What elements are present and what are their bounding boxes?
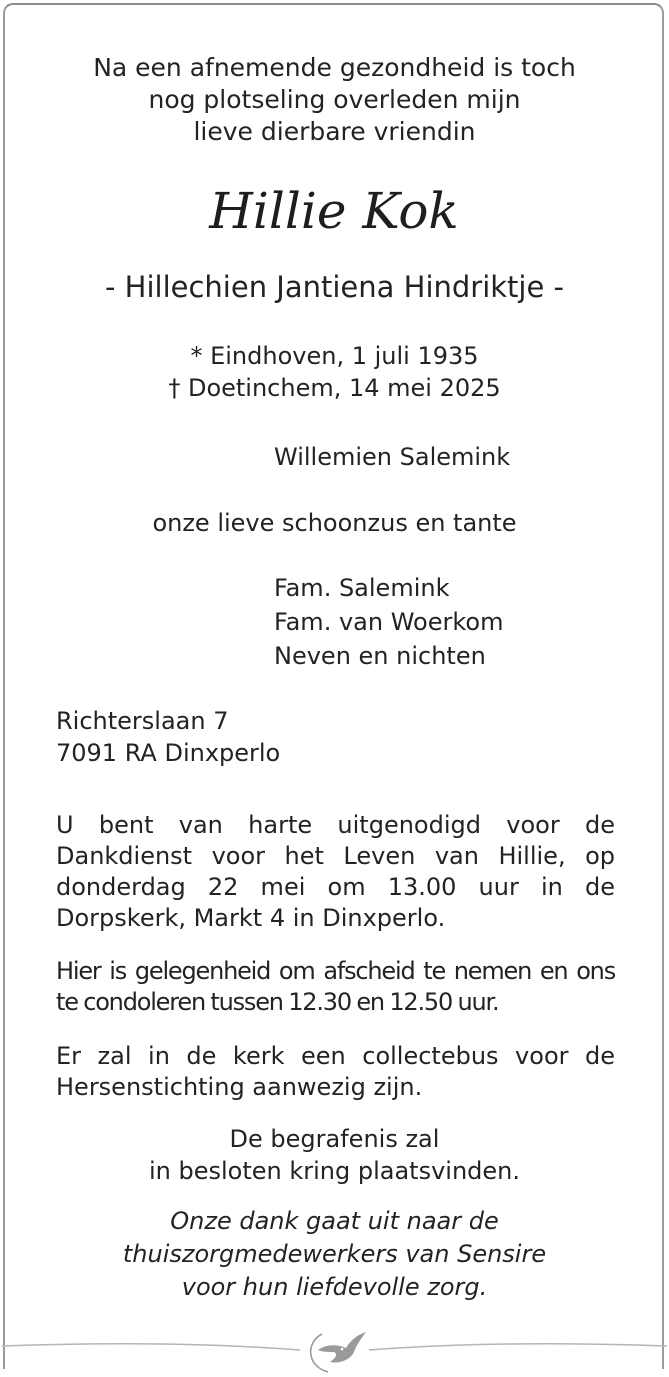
name-script-text: Hillie Kok	[209, 182, 459, 240]
intro-line: lieve dierbare vriendin	[193, 117, 476, 146]
address-city: 7091 RA Dinxperlo	[56, 739, 281, 767]
signer-name: Willemien Salemink	[274, 443, 511, 471]
funeral-line: De begrafenis zal	[229, 1125, 440, 1153]
thanks-line: voor hun liefdevolle zorg.	[181, 1273, 488, 1301]
relation-text: onze lieve schoonzus en tante	[152, 509, 517, 537]
intro-text	[0, 52, 669, 148]
funeral-text	[0, 1123, 669, 1187]
condolence-text: Hier is gelegenheid om afscheid te nemen en ons te condoleren tussen 12.30 en 12.50 uur.	[56, 957, 615, 1016]
intro-line: Na een afnemende gezondheid is toch	[93, 53, 576, 82]
family-signer: Fam. van Woerkom	[274, 608, 504, 636]
death-date: † Doetinchem, 14 mei 2025	[168, 374, 501, 402]
life-dates	[0, 340, 669, 404]
intro-line: nog plotseling overleden mijn	[148, 85, 521, 114]
footer-line-right	[369, 1344, 667, 1350]
collection-text: Er zal in de kerk een collectebus voor de Hersenstichting aanwezig zijn.	[56, 1042, 615, 1101]
footer-ornament	[0, 1322, 669, 1377]
family-signer: Fam. Salemink	[274, 574, 450, 602]
thanks-line: Onze dank gaat uit naar de	[170, 1207, 499, 1235]
invitation-text: U bent van harte uitgenodigd voor de Dankdienst voor het Leven van Hillie, op donderdag 22 mei om 13.00 uur in de Dorpskerk, Markt 4 in Dinxperlo.	[56, 811, 615, 932]
thanks-line: thuiszorgmedewerkers van Sensire	[122, 1240, 547, 1268]
footer-line-left	[2, 1344, 300, 1350]
thanks-text	[0, 1205, 669, 1304]
birth-date: * Eindhoven, 1 juli 1935	[190, 342, 479, 370]
funeral-line: in besloten kring plaatsvinden.	[148, 1157, 521, 1185]
dove-icon	[311, 1332, 366, 1372]
family-signer: Neven en nichten	[274, 642, 486, 670]
full-name: - Hillechien Jantiena Hindriktje -	[104, 270, 565, 304]
deceased-name-script	[0, 170, 669, 250]
address-street: Richterslaan 7	[56, 707, 229, 735]
